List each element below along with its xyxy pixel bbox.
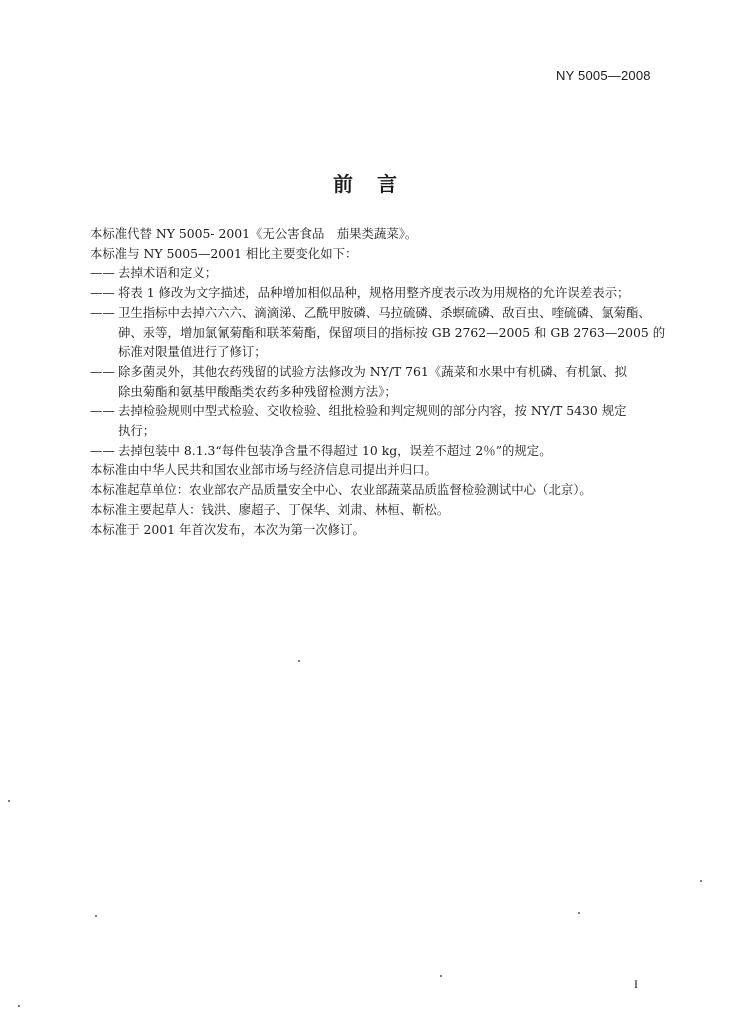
paragraph-release-history: 本标准于 2001 年首次发布，本次为第一次修订。 xyxy=(90,521,365,537)
standard-number: NY 5005—2008 xyxy=(556,68,651,83)
paragraph-replaces: 本标准代替 NY 5005- 2001《无公害食品 茄果类蔬菜》。 xyxy=(90,226,418,241)
list-item xyxy=(90,263,660,283)
scan-speck xyxy=(578,912,580,914)
list-item-text: 去掉检验规则中型式检验、交收检验、组批检验和判定规则的部分内容，按 NY/T 5430 规定 xyxy=(118,403,627,419)
dash-marker: —— xyxy=(90,285,115,301)
document-body xyxy=(90,224,666,539)
list-item xyxy=(90,362,660,382)
dash-marker: —— xyxy=(90,304,115,320)
dash-marker: —— xyxy=(90,442,115,458)
list-item-text: 卫生指标中去掉六六六、滴滴涕、乙酰甲胺磷、马拉硫磷、杀螟硫磷、敌百虫、喹硫磷、氯菊酯、 xyxy=(118,304,651,320)
list-item-continuation: 标准对限量值进行了修订； xyxy=(118,344,267,360)
list-item xyxy=(90,303,660,323)
scan-speck xyxy=(700,880,702,882)
scan-speck xyxy=(95,915,97,917)
list-item xyxy=(90,401,660,421)
list-item-continuation: 除虫菊酯和氨基甲酸酯类农药多种残留检测方法》； xyxy=(118,383,397,399)
scan-speck xyxy=(18,1005,20,1007)
scan-speck xyxy=(8,800,10,802)
paragraph-proposed-by: 本标准由中华人民共和国农业部市场与经济信息司提出并归口。 xyxy=(90,462,437,478)
list-item xyxy=(90,283,660,303)
list-item-continuation: 执行； xyxy=(118,423,156,439)
list-item-text: 去掉术语和定义； xyxy=(118,265,218,281)
page-number: I xyxy=(634,977,638,991)
paragraph-changes-intro: 本标准与 NY 5005—2001 相比主要变化如下： xyxy=(90,245,358,261)
list-item xyxy=(90,441,660,461)
list-item-continuation: 砷、汞等，增加氯氰菊酯和联苯菊酯，保留项目的指标按 GB 2762—2005 和 GB 2763—2005 的 xyxy=(118,324,666,340)
dash-marker: —— xyxy=(90,265,115,281)
list-item-text: 除多菌灵外，其他农药残留的试验方法修改为 NY/T 761《蔬菜和水果中有机磷、有机氯、拟 xyxy=(118,363,628,379)
dash-marker: —— xyxy=(90,363,115,379)
page-title: 前言 xyxy=(333,172,421,196)
scan-speck xyxy=(298,660,300,662)
list-item-text: 将表 1 修改为文字描述，品种增加相似品种，规格用整齐度表示改为用规格的允许误差表示； xyxy=(118,285,630,301)
dash-marker: —— xyxy=(90,403,115,419)
paragraph-drafting-units: 本标准起草单位：农业部农产品质量安全中心、农业部蔬菜品质监督检验测试中心（北京）。 xyxy=(90,482,592,498)
scan-speck xyxy=(440,975,442,977)
paragraph-drafters: 本标准主要起草人：钱洪、廖超子、丁保华、刘肃、林桓、靳松。 xyxy=(90,501,450,517)
list-item-text: 去掉包装中 8.1.3“每件包装净含量不得超过 10 kg，误差不超过 2％”的规定。 xyxy=(118,442,552,458)
